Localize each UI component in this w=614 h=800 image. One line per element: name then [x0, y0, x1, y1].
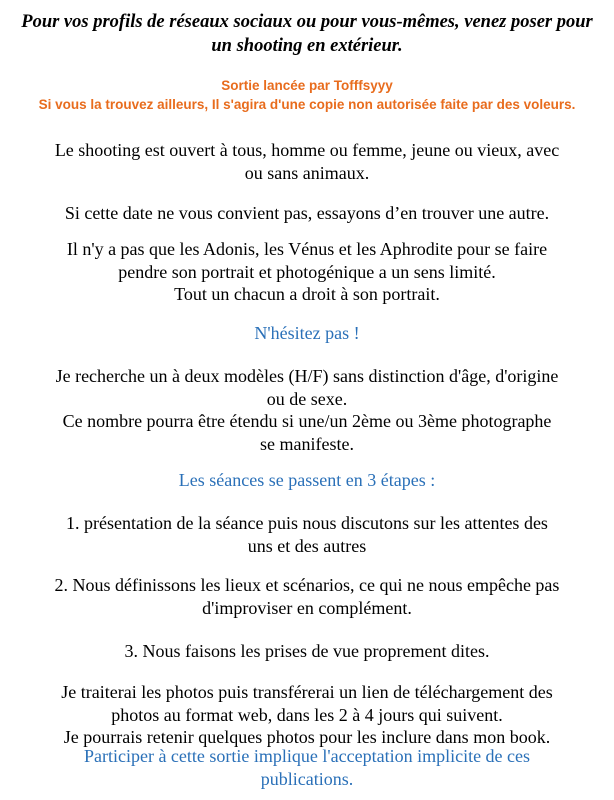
step-3	[0, 640, 614, 663]
delivery-line-2: photos au format web, dans les 2 à 4 jours qui suivent.	[111, 704, 503, 725]
step-3-line: 3. Nous faisons les prises de vue proprement dites.	[124, 641, 490, 661]
step-2-line-1: 2. Nous définissons les lieux et scénarios, ce qui ne nous empêche pas	[54, 575, 560, 595]
models-paragraph	[0, 365, 614, 455]
intro-line-2: ou sans animaux.	[244, 162, 370, 183]
notice-line-2: Si vous la trouvez ailleurs, Il s'agira d'une copie non autorisée faite par des voleurs.	[38, 97, 576, 112]
intro-line-1: Le shooting est ouvert à tous, homme ou femme, jeune ou vieux, avec	[54, 140, 560, 160]
delivery-line-1: Je traiterai les photos puis transférerai un lien de téléchargement des	[61, 682, 553, 702]
consent-line-1: Participer à cette sortie implique l'acceptation implicite de ces	[83, 746, 531, 766]
delivery-line-3: Je pourrais retenir quelques photos pour les inclure dans mon book.	[63, 727, 551, 747]
delivery-paragraph	[0, 681, 614, 749]
notice-line-1: Sortie lancée par Tofffsyyy	[221, 78, 393, 93]
hesitate-heading	[0, 322, 614, 345]
models-line-4: se manifeste.	[260, 433, 354, 454]
portrait-paragraph	[0, 238, 614, 306]
portrait-line-2: pendre son portrait et photogénique a un sens limité.	[118, 261, 496, 282]
portrait-line-3: Tout un chacun a droit à son portrait.	[174, 284, 440, 304]
intro-paragraph	[0, 139, 614, 184]
consent-notice	[0, 745, 614, 790]
consent-line-2: publications.	[260, 768, 354, 789]
step-2-line-2: d'improviser en complément.	[202, 597, 412, 618]
portrait-line-1: Il n'y a pas que les Adonis, les Vénus et les Aphrodite pour se faire	[66, 239, 548, 259]
step-2	[0, 574, 614, 619]
models-line-2: ou de sexe.	[266, 388, 348, 409]
models-line-3: Ce nombre pourra être étendu si une/un 2ème ou 3ème photographe	[62, 411, 552, 431]
hesitate-line: N'hésitez pas !	[254, 323, 360, 343]
step-1-line-1: 1. présentation de la séance puis nous discutons sur les attentes des	[66, 513, 548, 533]
title-line-2: un shooting en extérieur.	[211, 36, 403, 56]
models-line-1: Je recherche un à deux modèles (H/F) sans distinction d'âge, d'origine	[55, 366, 559, 386]
author-notice	[0, 76, 614, 114]
date-note	[0, 202, 614, 225]
steps-heading-line: Les séances se passent en 3 étapes :	[178, 470, 436, 490]
date-note-line: Si cette date ne vous convient pas, essayons d’en trouver une autre.	[64, 203, 550, 223]
step-1-line-2: uns et des autres	[247, 535, 367, 556]
steps-heading	[0, 469, 614, 492]
title-line-1: Pour vos profils de réseaux sociaux ou pour vous-mêmes, venez poser pour	[21, 12, 593, 32]
page-title	[0, 10, 614, 58]
step-1	[0, 512, 614, 557]
